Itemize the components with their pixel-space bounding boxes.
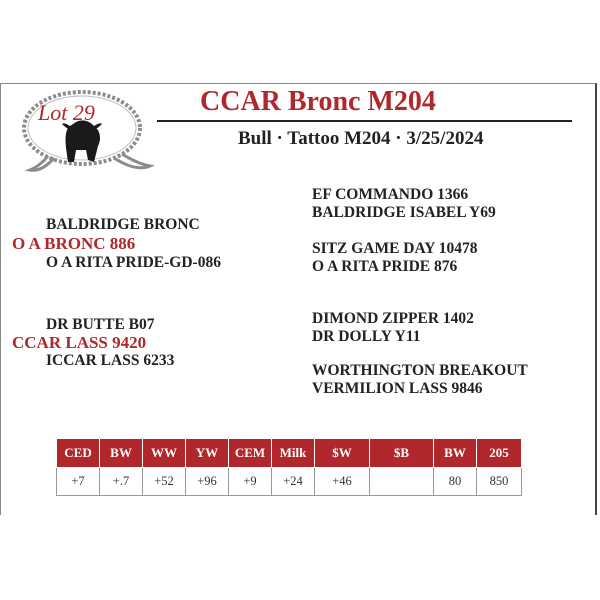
epd-value-yw: +96	[186, 468, 229, 496]
title-divider	[157, 120, 572, 122]
epd-header-ww: WW	[143, 439, 186, 468]
epd-value-actual-bw: 80	[434, 468, 477, 496]
sire-sire: BALDRIDGE BRONC	[46, 216, 200, 233]
epd-header-205: 205	[477, 439, 522, 468]
epd-table	[56, 438, 522, 496]
dam-sire: DR BUTTE B07	[46, 316, 155, 333]
epd-value-ced: +7	[57, 468, 100, 496]
dam: CCAR LASS 9420	[12, 333, 147, 352]
epd-header-cem: CEM	[229, 439, 272, 468]
sire-sire-dam: BALDRIDGE ISABEL Y69	[312, 204, 496, 221]
epd-value-milk: +24	[272, 468, 315, 496]
epd-header-dollar-w: $W	[315, 439, 370, 468]
dam-sire-sire: DIMOND ZIPPER 1402	[312, 310, 474, 327]
epd-header-yw: YW	[186, 439, 229, 468]
epd-value-dollar-w: +46	[315, 468, 370, 496]
sire-dam-dam: O A RITA PRIDE 876	[312, 258, 458, 275]
sire-dam-sire: SITZ GAME DAY 10478	[312, 240, 478, 257]
lot-number: Lot 29	[38, 100, 95, 125]
sire-sire-sire: EF COMMANDO 1366	[312, 186, 469, 203]
epd-header-row	[57, 439, 522, 468]
epd-header-milk: Milk	[272, 439, 315, 468]
sire: O A BRONC 886	[12, 234, 136, 253]
dam-sire-dam: DR DOLLY Y11	[312, 328, 421, 345]
epd-value-row	[57, 468, 522, 496]
epd-value-dollar-b	[370, 468, 434, 496]
epd-value-bw: +.7	[100, 468, 143, 496]
dam-dam: ICCAR LASS 6233	[46, 352, 175, 369]
epd-value-cem: +9	[229, 468, 272, 496]
bull-icon	[62, 120, 102, 162]
epd-header-dollar-b: $B	[370, 439, 434, 468]
epd-header-ced: CED	[57, 439, 100, 468]
animal-details-subtitle: Bull · Tattoo M204 · 3/25/2024	[238, 128, 484, 149]
epd-header-bw: BW	[100, 439, 143, 468]
sire-dam: O A RITA PRIDE-GD-086	[46, 254, 221, 271]
card-left-border	[0, 83, 1, 515]
dam-dam-sire: WORTHINGTON BREAKOUT	[312, 362, 528, 379]
epd-header-actual-bw: BW	[434, 439, 477, 468]
epd-value-ww: +52	[143, 468, 186, 496]
animal-name-title: CCAR Bronc M204	[200, 86, 436, 117]
epd-value-205: 850	[477, 468, 522, 496]
dam-dam-dam: VERMILION LASS 9846	[312, 380, 483, 397]
